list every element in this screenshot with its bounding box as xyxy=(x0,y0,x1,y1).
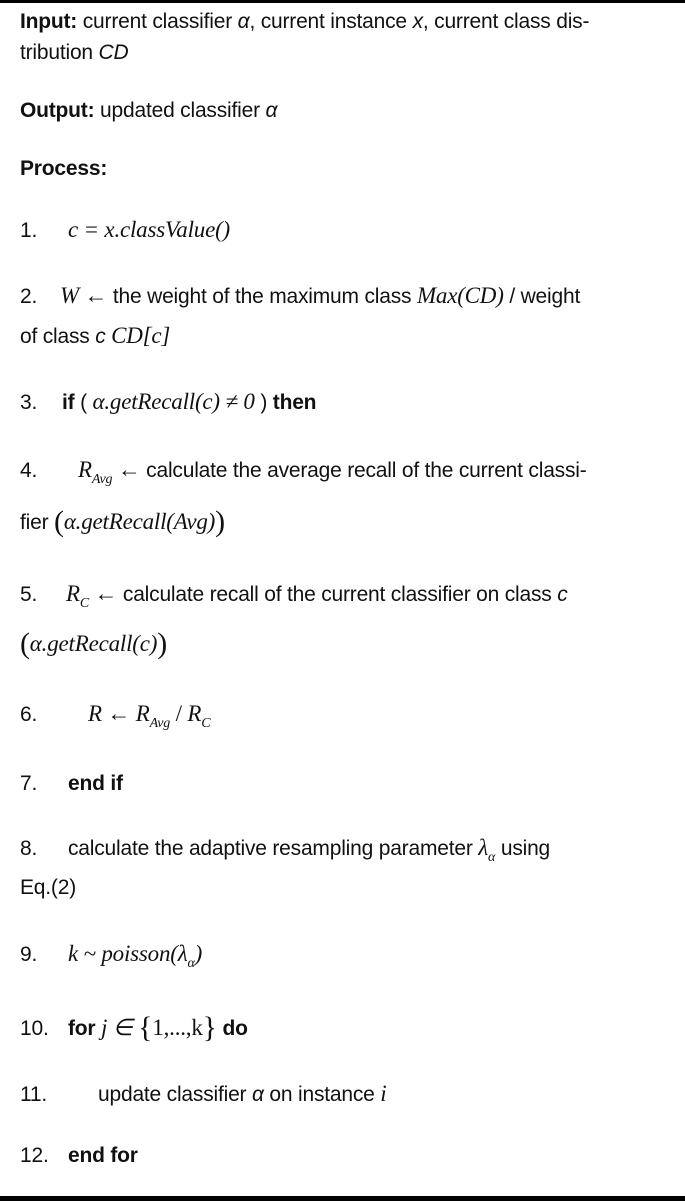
step-text: the weight of the maximum class xyxy=(112,285,417,308)
step-number: 1. xyxy=(20,219,38,242)
step-8-cont xyxy=(20,876,76,900)
brace: } xyxy=(202,1011,217,1044)
step-5-cont xyxy=(20,627,167,660)
arrow-icon: ← xyxy=(89,581,123,606)
step-number: 8. xyxy=(20,837,38,860)
arrow-icon: ← xyxy=(112,457,147,482)
step-text: calculate the adaptive resampling parameter xyxy=(68,837,479,860)
brace: { xyxy=(138,1011,153,1044)
step-math: j ∈ xyxy=(95,1015,139,1040)
input-text: tribution xyxy=(20,41,99,64)
step-number: 10. xyxy=(20,1017,49,1040)
bottom-rule xyxy=(0,1196,685,1201)
alpha-symbol: α xyxy=(265,99,278,122)
step-text: using xyxy=(495,837,551,860)
step-math: W xyxy=(60,283,79,308)
paren: ) xyxy=(254,391,273,414)
step-2 xyxy=(20,284,580,309)
step-text: on instance xyxy=(263,1083,381,1106)
c-symbol: c xyxy=(95,325,106,348)
keyword-if: if xyxy=(62,391,75,414)
step-text: of class xyxy=(20,325,96,348)
subscript: α xyxy=(187,956,195,971)
step-math: CD[c] xyxy=(105,323,171,348)
step-math: c = x.classValue() xyxy=(68,217,231,242)
step-number: 9. xyxy=(20,943,38,966)
c-symbol: c xyxy=(557,583,568,606)
keyword-end-for: end for xyxy=(68,1144,138,1167)
paren: ) xyxy=(215,505,225,538)
step-text: calculate the average recall of the current classi- xyxy=(146,459,587,482)
step-3 xyxy=(20,390,316,415)
subscript: Avg xyxy=(149,716,171,731)
step-text: update classifier xyxy=(98,1083,252,1106)
keyword-for: for xyxy=(68,1017,96,1040)
step-7 xyxy=(20,772,123,796)
step-9 xyxy=(20,942,202,970)
paren: ( xyxy=(74,391,93,414)
paren: ) xyxy=(157,627,167,660)
step-10 xyxy=(20,1011,248,1044)
step-5 xyxy=(20,582,568,610)
step-number: 6. xyxy=(20,703,38,726)
cd-symbol: CD xyxy=(98,41,129,64)
step-math: α.getRecall(Avg) xyxy=(63,509,216,534)
i-symbol: i xyxy=(380,1081,387,1106)
input-line xyxy=(20,10,589,34)
input-text: , current class dis- xyxy=(422,10,590,33)
x-symbol: x xyxy=(412,10,423,33)
step-11 xyxy=(20,1082,386,1107)
step-text: calculate recall of the current classifier on class xyxy=(122,583,558,606)
step-number: 12. xyxy=(20,1144,49,1167)
paren: ( xyxy=(20,627,30,660)
step-math: Max(CD) xyxy=(416,283,504,308)
input-text: current classifier xyxy=(77,10,238,33)
output-label: Output: xyxy=(20,99,95,122)
top-rule xyxy=(0,0,685,3)
step-math: R xyxy=(66,581,80,606)
step-number: 2. xyxy=(20,285,38,308)
step-math: R xyxy=(88,701,102,726)
keyword-end-if: end if xyxy=(68,772,123,795)
step-math: R xyxy=(187,701,202,726)
subscript: Avg xyxy=(91,472,113,487)
step-number: 7. xyxy=(20,772,38,795)
arrow-icon: ← xyxy=(78,283,113,308)
arrow-icon: ← xyxy=(101,701,136,726)
step-math: ) xyxy=(194,941,203,966)
step-math: α.getRecall(c) xyxy=(29,631,158,656)
subscript: α xyxy=(488,850,496,865)
slash: / xyxy=(170,701,188,726)
step-4-cont xyxy=(20,505,225,538)
step-1 xyxy=(20,218,230,243)
step-math: R xyxy=(135,701,150,726)
step-text: / weight xyxy=(503,285,581,308)
step-12 xyxy=(20,1144,138,1168)
step-2-cont xyxy=(20,324,170,349)
step-text: fier xyxy=(20,511,55,534)
step-number: 11. xyxy=(20,1083,48,1106)
step-math: k ~ poisson( xyxy=(68,941,178,966)
output-text: updated classifier xyxy=(94,99,266,122)
paren: ( xyxy=(54,505,64,538)
step-4 xyxy=(20,458,587,486)
alpha-symbol: α xyxy=(237,10,250,33)
step-number: 3. xyxy=(20,391,38,414)
output-line xyxy=(20,99,277,123)
lambda-symbol: λ xyxy=(177,941,188,966)
step-number: 5. xyxy=(20,583,38,606)
keyword-do: do xyxy=(216,1017,248,1040)
step-math: α.getRecall(c) ≠ 0 xyxy=(92,389,255,414)
input-line-cont xyxy=(20,41,128,65)
subscript: C xyxy=(79,596,89,611)
step-math: R xyxy=(78,457,92,482)
step-6 xyxy=(20,702,210,730)
process-heading: Process: xyxy=(20,157,108,180)
input-label: Input: xyxy=(20,10,78,33)
keyword-then: then xyxy=(272,391,317,414)
step-8 xyxy=(20,836,550,864)
step-text: Eq.(2) xyxy=(20,876,76,899)
subscript: C xyxy=(201,716,211,731)
step-math: 1,...,k xyxy=(152,1015,203,1040)
step-number: 4. xyxy=(20,459,38,482)
process-label xyxy=(20,157,107,181)
lambda-symbol: λ xyxy=(478,835,489,860)
alpha-symbol: α xyxy=(251,1083,264,1106)
input-text: , current instance xyxy=(249,10,413,33)
